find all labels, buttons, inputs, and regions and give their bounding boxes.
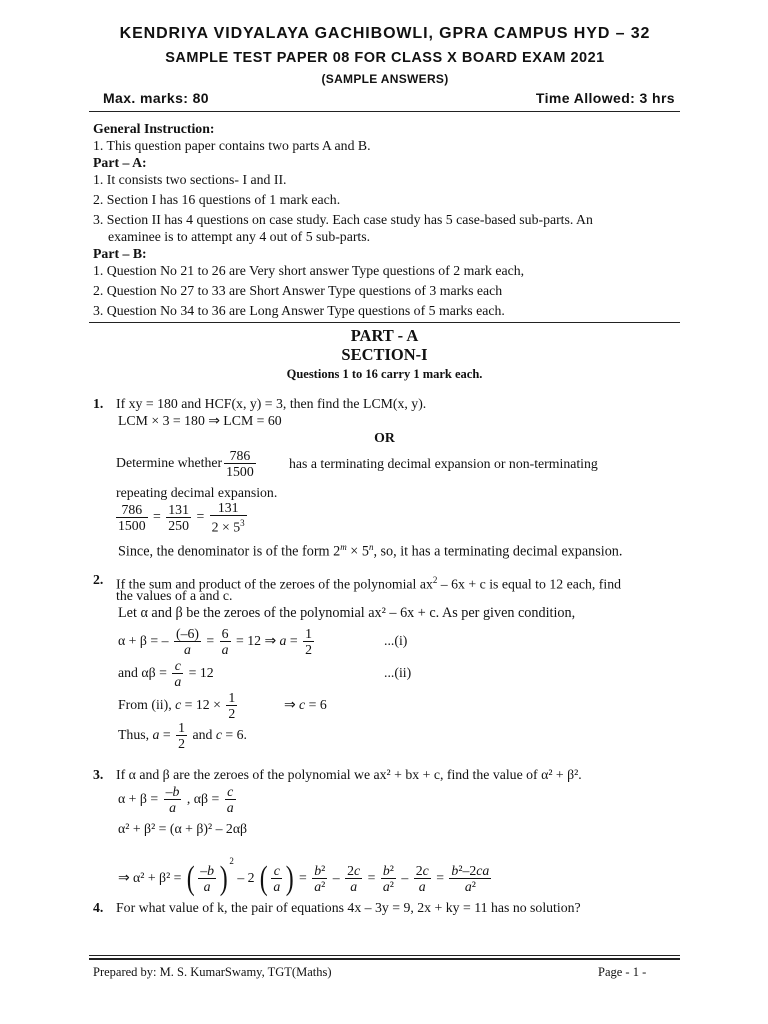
numerator: 131 (168, 501, 189, 517)
numerator: c (225, 784, 236, 800)
math-text: = (299, 870, 307, 885)
numerator: 2c (347, 863, 361, 879)
math-text: ⇒ c = 6 (284, 697, 327, 712)
fraction (414, 863, 431, 894)
denominator-base: 2 × 5 (211, 519, 241, 535)
answer-equation (118, 718, 247, 752)
numerator: –b (200, 863, 215, 879)
numerator: 1 (228, 690, 236, 706)
question-text: If xy = 180 and HCF(x, y) = 3, then find the LCM(x, y). (116, 396, 427, 411)
answer-equation: α² + β² = (α + β)² – 2αβ (118, 821, 248, 836)
part-b-label: Part – B: (93, 246, 147, 261)
instruction-line: 1. Question No 21 to 26 are Very short answer Type questions of 2 mark each, (93, 263, 525, 278)
math-text: From (ii), (118, 697, 172, 712)
question-text: the values of a and c. (116, 588, 233, 603)
question-number: 4. (93, 900, 104, 915)
denominator: a² (382, 879, 394, 895)
fraction (312, 863, 327, 894)
paper-title: SAMPLE TEST PAPER 08 FOR CLASS X BOARD EXAM 2021 (165, 50, 605, 66)
exponent: 3 (240, 518, 245, 528)
instruction-line: 2. Question No 27 to 33 are Short Answer Type questions of 3 marks each (93, 283, 503, 298)
equation-tag: ...(ii) (384, 665, 412, 680)
answers-subtitle: (SAMPLE ANSWERS) (321, 72, 449, 86)
header-rule (89, 111, 680, 112)
question-text: If α and β are the zeroes of the polynomial we ax² + bx + c, find the value of α² + β². (116, 767, 582, 782)
numerator: 6 (221, 626, 229, 642)
question-text: For what value of k, the pair of equations 4x – 3y = 9, 2x + ky = 11 has no solution? (116, 900, 581, 915)
fraction (172, 658, 183, 689)
denominator: a (226, 800, 234, 816)
question-number: 3. (93, 767, 104, 782)
math-text: , αβ = (186, 791, 220, 806)
fraction (164, 784, 182, 815)
denominator: 2 (305, 642, 313, 658)
time-allowed: Time Allowed: 3 hrs (535, 90, 675, 106)
answer-text-part: , so, it has a terminating decimal expansion. (373, 543, 623, 560)
answer-text (118, 539, 622, 560)
math-text: = 12 (188, 665, 214, 680)
question-text: has a terminating decimal expansion or non-terminating (289, 456, 598, 471)
math-text: α + β = (118, 791, 159, 806)
numerator: b²–2ca (451, 863, 490, 879)
denominator: a (169, 800, 176, 816)
part-title: PART - A (350, 326, 419, 345)
section-rule (89, 322, 680, 323)
equation-tag: ...(i) (384, 633, 408, 648)
answer-text-part: Since, the denominator is of the form 2 (118, 543, 341, 560)
denominator: 2 (178, 736, 185, 752)
fraction (174, 626, 201, 657)
denominator: a (221, 642, 229, 658)
or-label: OR (374, 430, 395, 445)
denominator: a (203, 879, 211, 895)
answer-text-part: × 5 (346, 543, 369, 560)
numerator: 1 (178, 720, 185, 736)
question-text-part: – 6x + c is equal to 12 each, find (437, 576, 622, 592)
question-number: 2. (93, 572, 104, 587)
section-title: SECTION-I (341, 345, 428, 364)
footer-rule (89, 958, 680, 960)
math-text: and c = 6. (192, 727, 247, 742)
math-text: ( (186, 859, 195, 897)
equals-sign: = (153, 508, 161, 524)
instructions-heading: General Instruction: (93, 121, 215, 136)
instruction-line: 1. This question paper contains two parts A and B. (93, 138, 371, 153)
fraction (224, 448, 256, 479)
numerator: b² (314, 863, 326, 879)
math-text: = (367, 870, 376, 885)
footer-page-number: Page - 1 - (598, 965, 647, 979)
answer-equation (118, 688, 239, 722)
math-text: – (332, 870, 340, 885)
denominator: 250 (168, 517, 189, 533)
math-text: ⇒ α² + β² = (118, 870, 182, 885)
question-text-part: Determine whether (116, 455, 223, 470)
max-marks: Max. marks: 80 (103, 90, 209, 106)
footer-prepared-by: Prepared by: M. S. KumarSwamy, TGT(Maths) (93, 965, 332, 979)
math-text: = (206, 633, 215, 648)
answer-equation (118, 840, 493, 899)
math-text: and αβ = (118, 665, 167, 680)
denominator: a (174, 674, 182, 690)
denominator (210, 516, 247, 535)
instruction-line: examinee is to attempt any 4 out of 5 sub-parts. (108, 229, 371, 244)
part-a-label: Part – A: (93, 155, 147, 170)
denominator: a² (314, 879, 326, 895)
numerator: b² (382, 863, 394, 879)
exponent: 2 (432, 575, 438, 585)
fraction (176, 720, 187, 751)
instruction-line: 2. Section I has 16 questions of 1 mark each. (93, 192, 341, 207)
instruction-line: 1. It consists two sections- I and II. (93, 172, 287, 187)
fraction (166, 502, 191, 533)
math-text: c = 12 × (175, 697, 221, 712)
answer-equation (118, 656, 214, 690)
fraction (226, 690, 237, 721)
equals-sign: = (196, 508, 205, 524)
math-text: α + β = – (118, 633, 169, 648)
school-title: KENDRIYA VIDYALAYA GACHIBOWLI, GPRA CAMPUS HYD – 32 (119, 25, 651, 42)
denominator: a (273, 879, 281, 895)
math-text: ) (219, 859, 228, 897)
fraction (271, 863, 282, 894)
math-text: a = (152, 727, 171, 742)
numerator: 786 (116, 502, 148, 518)
math-text: ( (259, 859, 268, 897)
numerator: 131 (210, 500, 247, 516)
exponent: 2 (229, 856, 234, 866)
answer-equation (114, 500, 249, 535)
section-note: Questions 1 to 16 carry 1 mark each. (286, 367, 483, 381)
question-text (116, 448, 258, 479)
answer-text: LCM × 3 = 180 ⇒ LCM = 60 (118, 413, 282, 428)
denominator: a (418, 879, 426, 895)
fraction (303, 626, 314, 657)
math-text: = (436, 870, 444, 885)
exponent: m (340, 542, 347, 552)
fraction (381, 863, 396, 894)
fraction (225, 784, 236, 815)
denominator: 1500 (226, 464, 254, 480)
denominator: 2 (228, 706, 236, 722)
numerator: 786 (224, 448, 256, 464)
numerator: c (271, 863, 282, 879)
exponent: n (368, 542, 374, 552)
numerator: c (172, 658, 183, 674)
fraction (210, 500, 247, 535)
answer-text: Let α and β be the zeroes of the polynomial ax² – 6x + c. As per given condition, (118, 605, 576, 621)
denominator: 1500 (118, 517, 146, 533)
denominator: a (350, 879, 358, 895)
footer-rule (89, 955, 680, 956)
fraction (220, 626, 231, 657)
math-text: – 2 (237, 870, 255, 885)
math-text: ) (285, 859, 294, 897)
answer-equation (118, 624, 316, 658)
math-text: – (401, 870, 409, 885)
instruction-line: 3. Section II has 4 questions on case study. Each case study has 5 case-based sub-parts. An (93, 212, 593, 227)
math-text: Thus, (118, 727, 150, 742)
question-text-part: If the sum and product of the zeroes of the polynomial ax (116, 576, 433, 592)
numerator: 2c (415, 863, 429, 879)
denominator: a (184, 642, 191, 658)
numerator: (–6) (175, 626, 199, 642)
question-text: repeating decimal expansion. (116, 485, 278, 500)
fraction (345, 863, 362, 894)
question-number: 1. (93, 396, 104, 411)
answer-equation (118, 782, 238, 816)
denominator: a² (464, 879, 476, 895)
fraction (116, 502, 148, 533)
math-text: = 12 ⇒ a = (236, 633, 298, 648)
numerator: 1 (305, 626, 313, 642)
fraction (449, 863, 491, 894)
numerator: –b (165, 784, 180, 800)
fraction (198, 863, 216, 894)
instruction-line: 3. Question No 34 to 36 are Long Answer Type questions of 5 marks each. (93, 303, 505, 318)
